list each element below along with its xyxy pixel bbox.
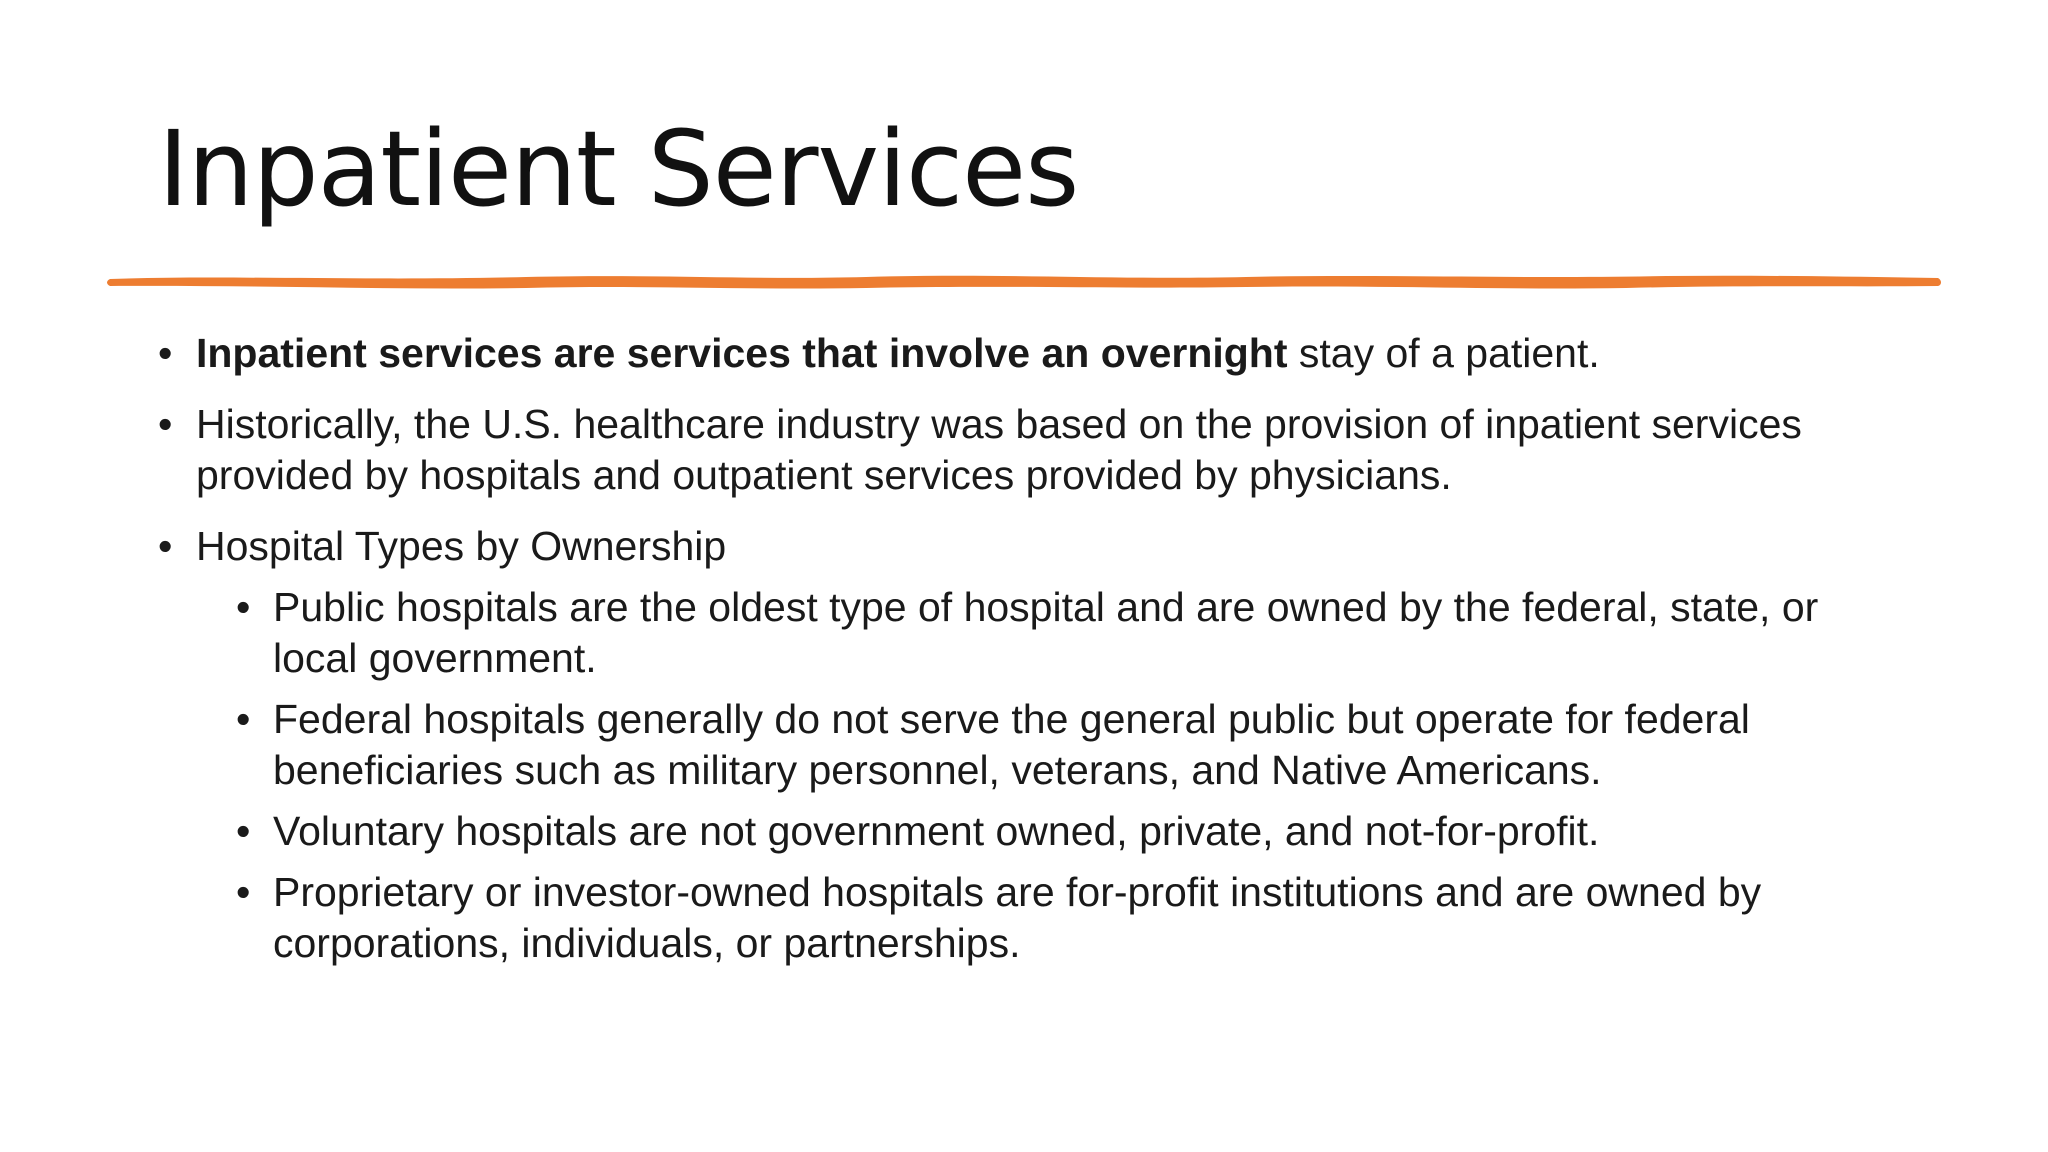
slide-body (158, 328, 1898, 989)
bullet-icon: • (236, 584, 251, 630)
bullet-item-history (158, 399, 1898, 501)
sub-bullet-text: Public hospitals are the oldest type of hospital and are owned by the federal, state, or local government. (273, 584, 1819, 681)
bullet-item-inpatient-definition (158, 328, 1898, 379)
brush-stroke (107, 276, 1941, 289)
sub-bullet-voluntary (236, 806, 1898, 857)
bullet-bold-text: Inpatient services are services that involve an overnight (196, 330, 1288, 376)
bullet-text: Historically, the U.S. healthcare industry was based on the provision of inpatient services provided by hospitals and outpatient services provided by physicians. (196, 401, 1802, 498)
bullet-icon: • (158, 401, 173, 447)
bullet-icon: • (158, 523, 173, 569)
title-underline (106, 268, 1942, 298)
bullet-icon: • (236, 869, 251, 915)
sub-bullet-public (236, 582, 1898, 684)
sub-bullet-text: Federal hospitals generally do not serve the general public but operate for federal beneficiaries such as military personnel, veterans, and Native Americans. (273, 696, 1750, 793)
bullet-icon: • (236, 808, 251, 854)
sub-bullet-text: Proprietary or investor-owned hospitals are for-profit institutions and are owned by corporations, individuals, or partnerships. (273, 869, 1762, 966)
bullet-item-hospital-types (158, 521, 1898, 969)
bullet-text: stay of a patient. (1287, 330, 1600, 376)
bullet-icon: • (158, 330, 173, 376)
bullet-text: Hospital Types by Ownership (196, 523, 727, 569)
slide-title: Inpatient Services (158, 108, 1079, 230)
sub-bullet-proprietary (236, 867, 1898, 969)
bullet-icon: • (236, 696, 251, 742)
sub-bullet-text: Voluntary hospitals are not government owned, private, and not-for-profit. (273, 808, 1600, 854)
sub-bullet-list (196, 582, 1898, 969)
bullet-list (158, 328, 1898, 969)
sub-bullet-federal (236, 694, 1898, 796)
